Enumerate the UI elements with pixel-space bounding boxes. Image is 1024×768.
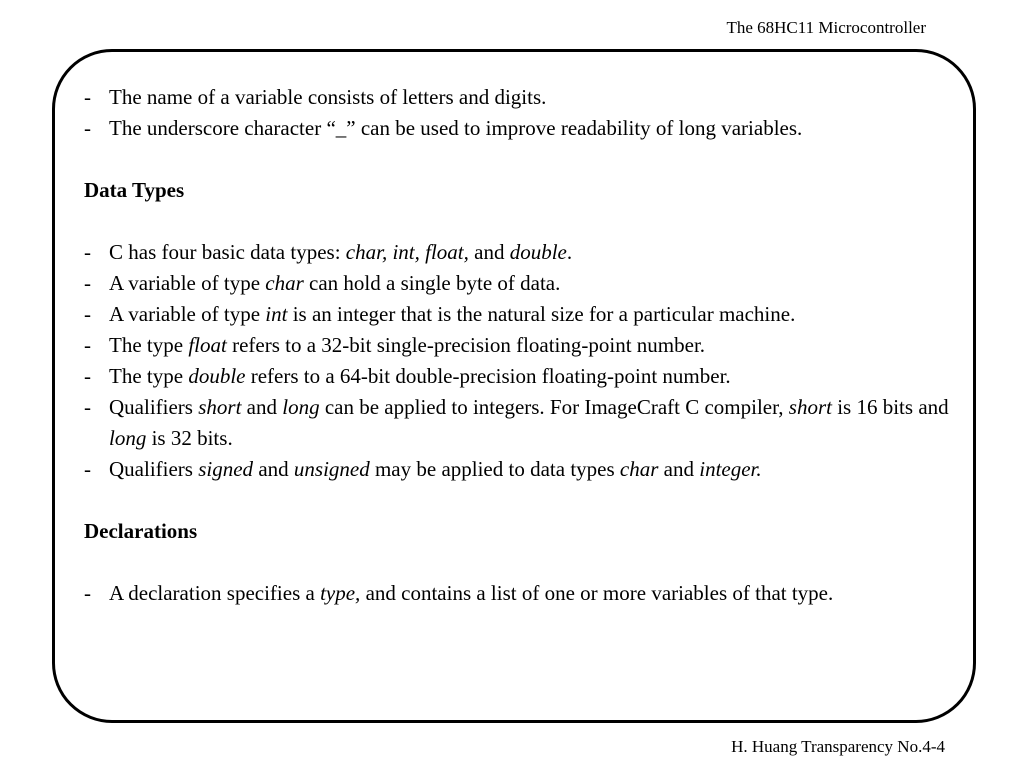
italic-term: short bbox=[788, 395, 832, 419]
bullet-text bbox=[109, 454, 964, 485]
italic-term: char bbox=[265, 271, 304, 295]
italic-term: float bbox=[188, 333, 227, 357]
text-segment: can be applied to integers. For ImageCraft C compiler, bbox=[319, 395, 789, 419]
bullet-dash: - bbox=[84, 271, 91, 295]
text-segment: The name of a variable consists of letters and digits. bbox=[109, 85, 547, 109]
bullet-dash: - bbox=[84, 116, 91, 140]
bullet-text bbox=[109, 113, 964, 144]
text-segment: and bbox=[253, 457, 294, 481]
text-segment: Qualifiers bbox=[109, 457, 199, 481]
bullet-dash: - bbox=[84, 333, 91, 357]
bullet-item bbox=[84, 82, 964, 113]
text-segment: can hold a single byte of data. bbox=[303, 271, 561, 295]
declarations-list bbox=[84, 578, 964, 609]
bullet-item bbox=[84, 454, 964, 485]
italic-term: short bbox=[198, 395, 242, 419]
italic-term: signed bbox=[198, 457, 254, 481]
italic-term: char, int, float, bbox=[345, 240, 469, 264]
section-spacer bbox=[84, 485, 964, 516]
slide-content bbox=[84, 82, 964, 609]
text-segment: . bbox=[566, 240, 573, 264]
text-segment: Qualifiers bbox=[109, 395, 199, 419]
bullet-text bbox=[109, 299, 964, 330]
bullet-dash: - bbox=[84, 302, 91, 326]
section-spacer bbox=[84, 547, 964, 578]
text-segment: The type bbox=[109, 364, 189, 388]
bullet-text bbox=[109, 578, 964, 609]
bullet-item bbox=[84, 113, 964, 144]
page-header-title: The 68HC11 Microcontroller bbox=[726, 18, 926, 37]
text-segment: is 32 bits. bbox=[146, 426, 233, 450]
italic-term: char bbox=[619, 457, 659, 481]
text-segment: C has four basic data types: bbox=[109, 240, 346, 264]
declarations-heading: Declarations bbox=[84, 519, 198, 543]
text-segment: and bbox=[468, 240, 510, 264]
italic-term: long bbox=[282, 395, 320, 419]
text-segment: The type bbox=[109, 333, 189, 357]
text-segment: refers to a 32-bit single-precision floating-point number. bbox=[226, 333, 706, 357]
page-footer: H. Huang Transparency No.4-4 bbox=[731, 737, 945, 756]
italic-term: type, bbox=[320, 581, 361, 605]
bullet-dash: - bbox=[84, 395, 91, 419]
bullet-text bbox=[109, 237, 964, 268]
bullet-dash: - bbox=[84, 581, 91, 605]
italic-term: double bbox=[509, 240, 567, 264]
data-types-heading: Data Types bbox=[84, 178, 185, 202]
text-segment: is 16 bits and bbox=[831, 395, 949, 419]
bullet-item bbox=[84, 299, 964, 330]
italic-term: integer. bbox=[699, 457, 762, 481]
bullet-text bbox=[109, 82, 964, 113]
bullet-item bbox=[84, 361, 964, 392]
italic-term: long bbox=[109, 426, 147, 450]
bullet-dash: - bbox=[84, 364, 91, 388]
italic-term: int bbox=[265, 302, 288, 326]
section-spacer bbox=[84, 144, 964, 175]
bullet-item bbox=[84, 392, 964, 454]
bullet-text bbox=[109, 330, 964, 361]
text-segment: The underscore character “_” can be used to improve readability of long variables. bbox=[109, 116, 803, 140]
text-segment: and bbox=[658, 457, 700, 481]
text-segment: A variable of type bbox=[109, 271, 266, 295]
text-segment: A declaration specifies a bbox=[109, 581, 321, 605]
bullet-text bbox=[109, 268, 964, 299]
bullet-dash: - bbox=[84, 240, 91, 264]
bullet-dash: - bbox=[84, 85, 91, 109]
text-segment: A variable of type bbox=[109, 302, 266, 326]
text-segment: may be applied to data types bbox=[369, 457, 620, 481]
italic-term: unsigned bbox=[293, 457, 370, 481]
data-types-list bbox=[84, 237, 964, 485]
text-segment: and contains a list of one or more variables of that type. bbox=[360, 581, 834, 605]
bullet-item bbox=[84, 578, 964, 609]
bullet-text bbox=[109, 392, 964, 454]
text-segment: refers to a 64-bit double-precision floating-point number. bbox=[245, 364, 731, 388]
bullet-item bbox=[84, 268, 964, 299]
bullet-dash: - bbox=[84, 457, 91, 481]
italic-term: double bbox=[188, 364, 246, 388]
section-spacer bbox=[84, 206, 964, 237]
text-segment: is an integer that is the natural size for a particular machine. bbox=[287, 302, 796, 326]
bullet-item bbox=[84, 237, 964, 268]
intro-list bbox=[84, 82, 964, 144]
text-segment: and bbox=[241, 395, 283, 419]
bullet-item bbox=[84, 330, 964, 361]
bullet-text bbox=[109, 361, 964, 392]
